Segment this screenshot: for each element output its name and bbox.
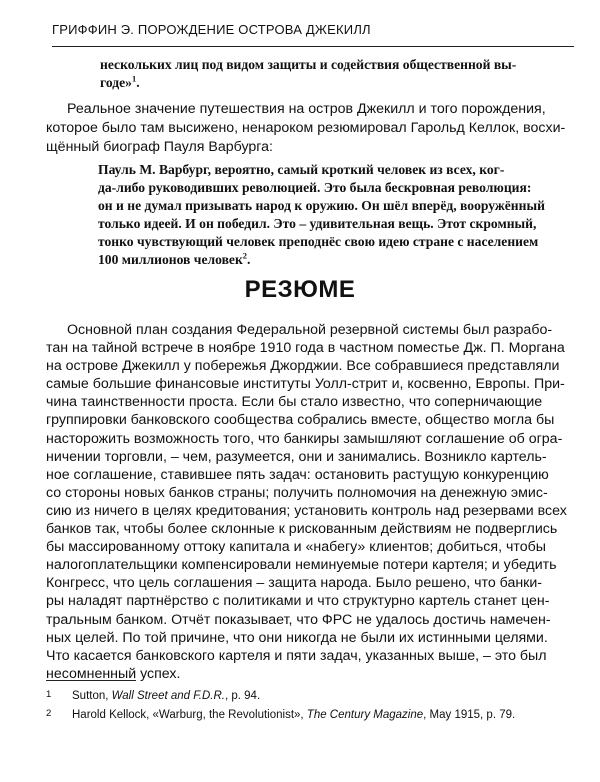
quote-line: Пауль М. Варбург, вероятно, самый кроткий человек из всех, ког-: [98, 162, 505, 177]
quote-line: нескольких лиц под видом защиты и содействия общественной вы-: [100, 57, 517, 72]
quote-line-text: 100 миллионов человек: [98, 252, 243, 267]
paragraph-line: несомненный успех.: [46, 665, 181, 682]
quote-line: тонко чувствующий человек преподнёс свою идею стране с населением: [98, 234, 539, 249]
footnote-2: [46, 705, 566, 724]
paragraph-line: ничении торговли, – чем, разумеется, они и занимались. Возникло картель-: [46, 448, 547, 465]
footnote-text: Harold Kellock, «Warburg, the Revolutionist»,: [72, 709, 307, 721]
paragraph-line: на острове Джекилл у побережья Джорджии. Все собравшиеся представляли: [46, 358, 560, 375]
paragraph-line: ное соглашение, ставившее пять задач: остановить растущую конкуренцию: [46, 466, 549, 483]
paragraph-line: со стороны новых банков страны; получить полномочия на денежную эмис-: [46, 484, 548, 501]
footnote-ref-1: 1: [131, 73, 137, 84]
paragraph-line: налогоплательщики компенсировали неминуемые потери картеля; и убедить: [46, 557, 557, 574]
running-header: ГРИФФИН Э. ПОРОЖДЕНИЕ ОСТРОВА ДЖЕКИЛЛ: [52, 22, 371, 37]
paragraph-line: самые большие финансовые институты Уолл-стрит и, косвенно, Европы. При-: [46, 376, 565, 393]
paragraph-line: тан на тайной встрече в ноябре 1910 года в частном поместье Дж. П. Моргана: [46, 340, 565, 357]
paragraph-line: группировки банковского сообщества собрались вместе, общество могла бы: [46, 412, 555, 429]
warburg-quote: [98, 161, 558, 269]
footnote-number: 2: [46, 708, 52, 719]
paragraph-line: тральным банком. Отчёт показывает, что ФРС не удалось достичь намечен-: [46, 611, 551, 628]
footnote-source-title: Wall Street and F.D.R.: [111, 690, 225, 702]
quote-line: он и не думал призывать народ к оружию. Он шёл вперёд, вооружённый: [98, 198, 545, 213]
footnote-ref-2: 2: [242, 250, 248, 261]
section-title: РЕЗЮМЕ: [244, 276, 356, 303]
quote-line-last: 100 миллионов человек$^2$.: [98, 250, 251, 267]
paragraph-line: насторожить возможность того, что банкиры замышляют соглашение об огра-: [46, 430, 563, 447]
quote-line: только идеей. И он победил. Это – удивительная вещь. Этот скромный,: [98, 216, 537, 231]
footnotes: [46, 686, 566, 724]
footnote-source-title: The Century Magazine: [306, 709, 424, 721]
paragraph-line: ры наладят партнёрство с политиками и что структурно картель станет цен-: [46, 593, 550, 610]
paragraph-line: щённый биограф Пауля Варбурга:: [46, 139, 273, 155]
footnote-text: , May 1915, p. 79.: [423, 709, 516, 721]
header-rule: [52, 46, 574, 47]
paragraph-line: Конгресс, что цель соглашения – защита народа. Было решено, что банки-: [46, 575, 543, 592]
footnote-text: Sutton,: [72, 690, 112, 702]
quote-line-text: годе»: [100, 75, 132, 90]
paragraph-line: Что касается банковского картеля и пяти задач, указанных выше, – это был: [46, 647, 547, 664]
intro-paragraph: [46, 101, 574, 158]
paragraph-line: бы массированному оттоку капитала и «набегу» клиентов; добиться, чтобы: [46, 539, 546, 556]
paragraph-line: банков так, чтобы более склонные к рискованным действиям не подверглись: [46, 521, 558, 538]
paragraph-line: сию из ничего в целях кредитования; установить контроль над резервами всех: [46, 502, 567, 519]
paragraph-line: которое было там высижено, ненароком резюмировал Гарольд Келлок, восхи-: [46, 120, 566, 136]
footnote-text: , p. 94.: [224, 690, 261, 702]
footnote-1: [46, 686, 566, 705]
quote-line: да-либо руководивших революцией. Это была бескровная революция:: [98, 180, 532, 195]
quote-line-last: годе»$^1$.: [100, 73, 140, 90]
paragraph-line: чина таинственности проста. Если бы стало известно, что соперничающие: [46, 394, 543, 411]
summary-paragraph: [46, 322, 574, 684]
footnote-rule: [46, 680, 136, 681]
paragraph-line: Реальное значение путешествия на остров Джекилл и того порождения,: [67, 101, 546, 117]
top-quote: [100, 56, 554, 92]
paragraph-line: Основной план создания Федеральной резервной системы был разрабо-: [67, 322, 553, 338]
paragraph-line: ных целей. По той причине, что они никогда не были их истинными целями.: [46, 629, 548, 646]
footnote-number: 1: [46, 689, 52, 700]
